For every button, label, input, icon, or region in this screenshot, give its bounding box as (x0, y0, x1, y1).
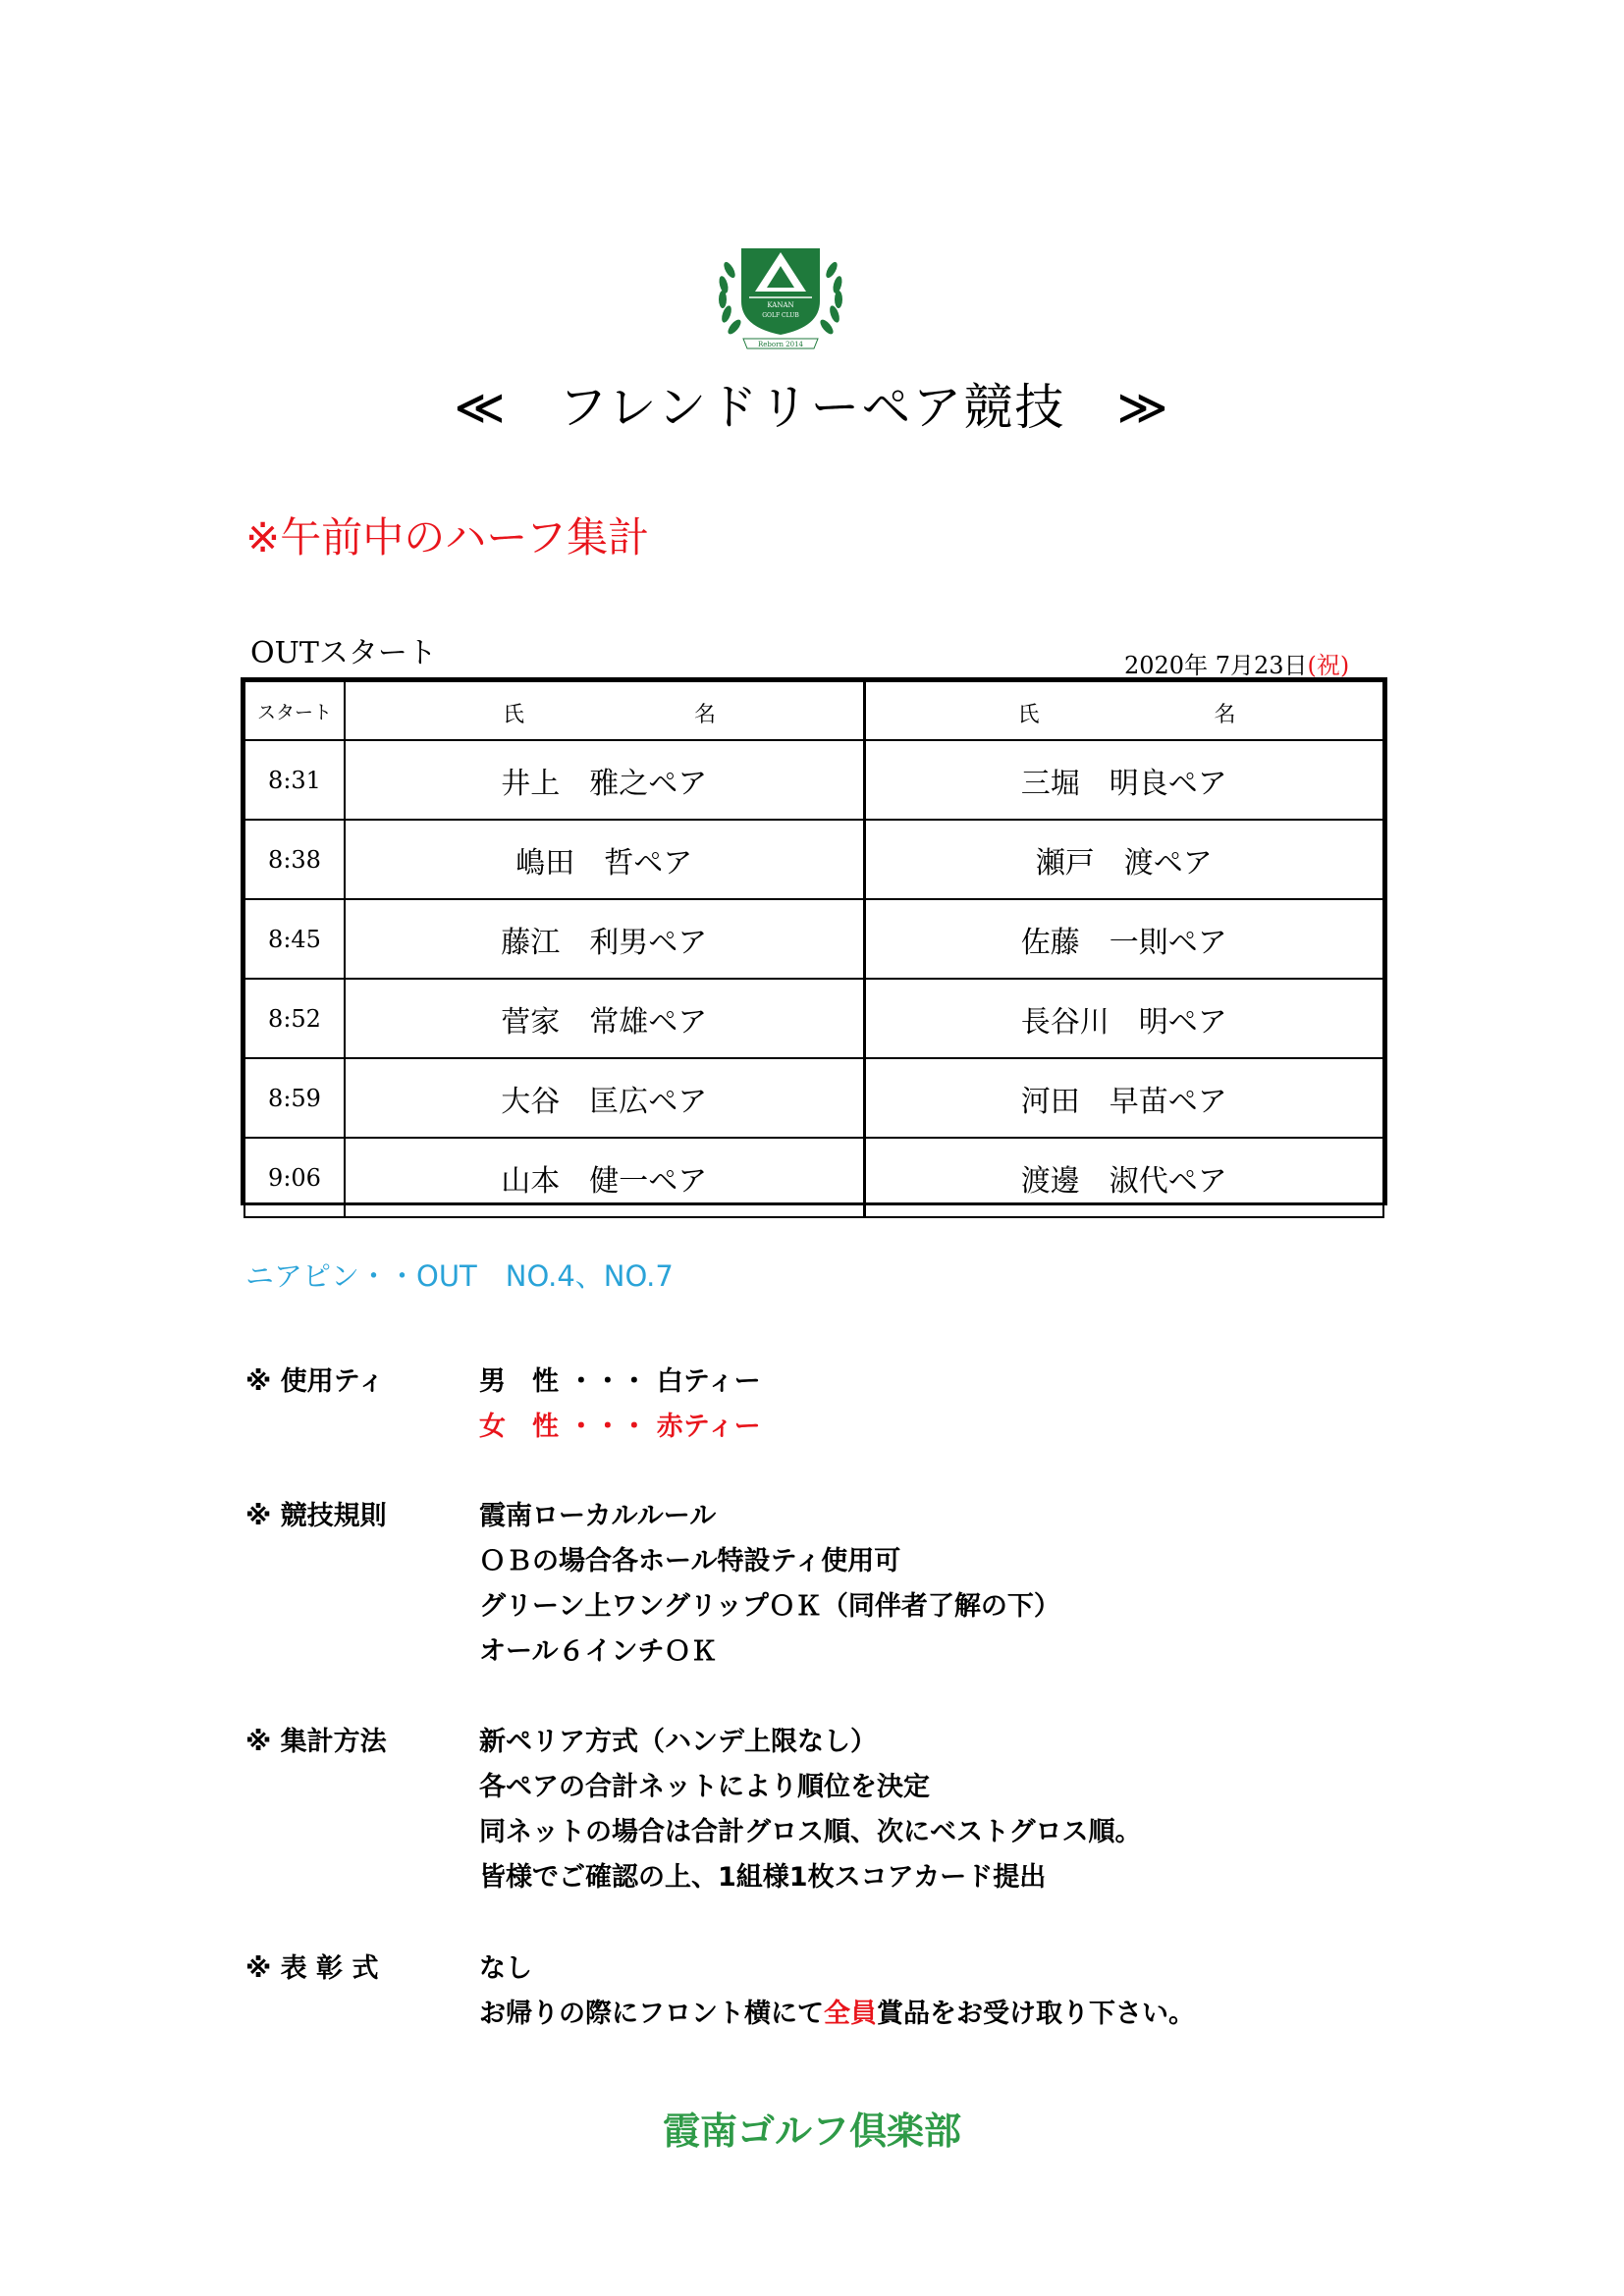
pair-name: 山本 健一ペア (345, 1138, 864, 1217)
nearpin-info: ニアピン・・OUT NO.4、NO.7 (245, 1259, 674, 1293)
scoring-line: 新ペリア方式（ハンデ上限なし） (479, 1727, 877, 1757)
table-header-row (244, 681, 1383, 740)
rules-line: オール６インチＯＫ (479, 1636, 718, 1667)
table-row (244, 740, 1383, 820)
subtitle: ※午前中のハーフ集計 (245, 513, 650, 561)
table-row (244, 979, 1383, 1058)
pair-name: 河田 早苗ペア (864, 1058, 1383, 1138)
start-time: 8:59 (244, 1058, 345, 1138)
rules-line: ＯＢの場合各ホール特設ティ使用可 (479, 1546, 901, 1576)
award-line-2-highlight: 全員 (824, 1999, 877, 2029)
scoring-line: 同ネットの場合は合計グロス順、次にベストグロス順。 (479, 1817, 1142, 1847)
tee-female: 女 性 ・・・ 赤ティー (479, 1412, 761, 1442)
header-name-2-right: 名 (1214, 703, 1236, 727)
scoring-label: ※ 集計方法 (245, 1727, 387, 1757)
header-name-2 (864, 681, 1383, 740)
pair-name: 三堀 明良ペア (864, 740, 1383, 820)
start-time: 8:38 (244, 820, 345, 899)
date-main: 2020年 7月23日 (1124, 652, 1308, 679)
pair-name: 長谷川 明ペア (864, 979, 1383, 1058)
rules-line: 霞南ローカルルール (479, 1501, 717, 1531)
out-start-label: OUTスタート (250, 636, 437, 670)
table-row (244, 899, 1383, 979)
logo-text-1: KANAN (767, 301, 794, 309)
logo-text-2: GOLF CLUB (762, 312, 799, 319)
header-name-2-left: 氏 (1017, 703, 1040, 727)
header-name-1 (345, 681, 864, 740)
logo-ribbon-text: Reborn 2014 (757, 341, 804, 348)
header-start: スタート (244, 681, 345, 740)
award-line-2-pre: お帰りの際にフロント横にて (479, 1999, 824, 2029)
start-time: 8:31 (244, 740, 345, 820)
start-time: 9:06 (244, 1138, 345, 1217)
tee-label: ※ 使用ティ (245, 1366, 385, 1397)
award-line-1: なし (479, 1953, 532, 1984)
rules-line: グリーン上ワングリップＯＫ（同伴者了解の下） (479, 1591, 1060, 1622)
pair-name: 瀬戸 渡ペア (864, 820, 1383, 899)
start-time-table (241, 677, 1387, 1205)
award-label: ※ 表 彰 式 (245, 1953, 379, 1984)
event-date (1124, 646, 1349, 680)
date-holiday: (祝) (1307, 652, 1350, 679)
page-title: ≪ フレンドリーペア競技 ≫ (454, 379, 1170, 436)
header-name-1-right: 名 (694, 703, 717, 727)
award-line-2 (479, 1992, 1195, 2030)
scoring-line: 皆様でご確認の上、1組様1枚スコアカード提出 (479, 1862, 1047, 1893)
start-time: 8:45 (244, 899, 345, 979)
pair-name: 嶋田 哲ペア (345, 820, 864, 899)
pair-name: 井上 雅之ペア (345, 740, 864, 820)
header-name-1-left: 氏 (503, 703, 525, 727)
pair-name: 菅家 常雄ペア (345, 979, 864, 1058)
pair-name: 藤江 利男ペア (345, 899, 864, 979)
tee-male: 男 性 ・・・ 白ティー (479, 1366, 761, 1397)
table-row (244, 1058, 1383, 1138)
club-logo (712, 240, 849, 356)
table-row (244, 820, 1383, 899)
club-name-footer: 霞南ゴルフ倶楽部 (662, 2109, 961, 2153)
scoring-line: 各ペアの合計ネットにより順位を決定 (479, 1772, 930, 1802)
pair-name: 佐藤 一則ペア (864, 899, 1383, 979)
start-time: 8:52 (244, 979, 345, 1058)
pair-name: 渡邊 淑代ペア (864, 1138, 1383, 1217)
table-row (244, 1138, 1383, 1217)
pair-name: 大谷 匡広ペア (345, 1058, 864, 1138)
award-line-2-post: 賞品をお受け取り下さい。 (877, 1999, 1195, 2029)
rules-label: ※ 競技規則 (245, 1501, 387, 1531)
